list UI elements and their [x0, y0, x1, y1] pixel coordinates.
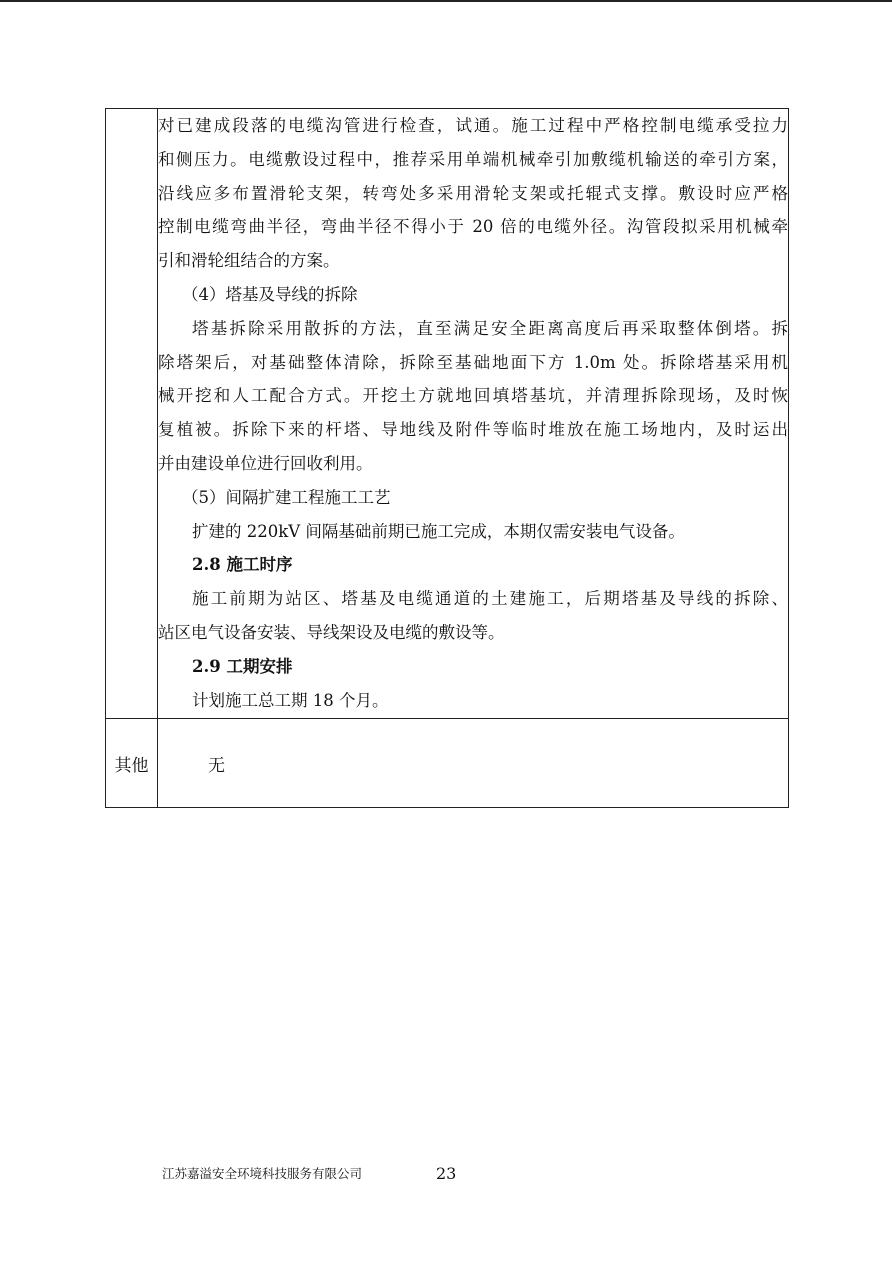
paragraph-line: 械开挖和人工配合方式。开挖土方就地回填塔基坑，并清理拆除现场，及时恢 — [158, 386, 788, 406]
paragraph-line: 扩建的 220kV 间隔基础前期已施工完成，本期仅需安装电气设备。 — [192, 521, 685, 541]
paragraph-line: 除塔架后，对基础整体清除，拆除至基础地面下方 1.0m 处。拆除塔基采用机 — [158, 352, 788, 372]
section-heading: 2.8 施工时序 — [192, 555, 293, 575]
other-value: 无 — [158, 719, 789, 808]
paragraph-line: 和侧压力。电缆敷设过程中，推荐采用单端机械牵引加敷缆机输送的牵引方案， — [158, 149, 788, 169]
paragraph-line: 控制电缆弯曲半径，弯曲半径不得小于 20 倍的电缆外径。沟管段拟采用机械牵 — [158, 217, 788, 237]
paragraph-line: 对已建成段落的电缆沟管进行检查，试通。施工过程中严格控制电缆承受拉力 — [158, 116, 788, 135]
paragraph-line: 施工前期为站区、塔基及电缆通道的土建施工，后期塔基及导线的拆除、 — [192, 589, 788, 609]
paragraph-line: 塔基拆除采用散拆的方法，直至满足安全距离高度后再采取整体倒塔。拆 — [192, 318, 788, 338]
subsection-title: （5）间隔扩建工程施工工艺 — [182, 487, 391, 507]
section-heading: 2.9 工期安排 — [192, 656, 293, 676]
construction-text-block — [158, 109, 788, 718]
document-table — [105, 108, 789, 808]
construction-content-row — [106, 109, 789, 719]
paragraph-line: 引和滑轮组结合的方案。 — [158, 251, 340, 271]
paragraph-line: 沿线应多布置滑轮支架，转弯处多采用滑轮支架或托辊式支撑。敷设时应严格 — [158, 183, 788, 203]
subsection-title: （4）塔基及导线的拆除 — [182, 284, 358, 304]
paragraph-line: 复植被。拆除下来的杆塔、导地线及附件等临时堆放在施工场地内，及时运出 — [158, 420, 788, 440]
paragraph-line: 计划施工总工期 18 个月。 — [192, 690, 389, 710]
other-label: 其他 — [106, 719, 158, 808]
footer-company-name: 江苏嘉溢安全环境科技服务有限公司 — [162, 1166, 363, 1181]
top-border-rule — [0, 0, 892, 2]
paragraph-line: 站区电气设备安装、导线架设及电缆的敷设等。 — [158, 622, 505, 642]
construction-content-cell — [158, 109, 789, 719]
row-label-cell-empty — [106, 109, 158, 719]
paragraph-line: 并由建设单位进行回收利用。 — [158, 453, 373, 473]
other-row — [106, 719, 789, 808]
footer-page-number: 23 — [436, 1164, 457, 1183]
